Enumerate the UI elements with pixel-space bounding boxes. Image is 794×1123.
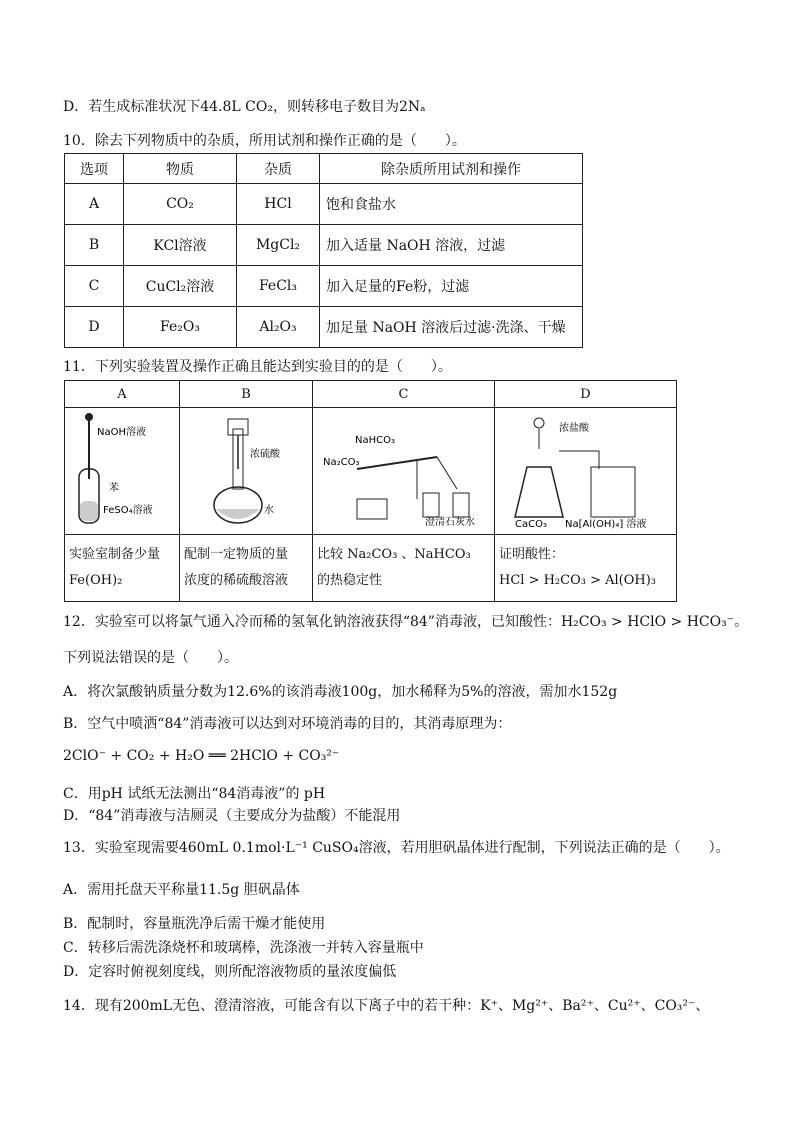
desc-b-line2: 浓度的稀硫酸溶液 [184,573,289,588]
apparatus-c [313,408,495,535]
q10-table [64,153,583,348]
desc-b-line1: 配制一定物质的量 [184,547,289,562]
table-cell: KCl溶液 [124,225,237,266]
label-naaloh4: Na[Al(OH)₄] 溶液 [565,519,647,529]
table-cell: Al₂O₃ [237,307,320,348]
table-cell: CuCl₂溶液 [124,266,237,307]
q12-stem-2: 下列说法错误的是（ ）。 [63,650,238,666]
desc-a-line1: 实验室制备少量 [69,547,161,562]
table-cell: C [65,266,124,307]
table-header-row [65,154,583,184]
label-feso4: FeSO₄溶液 [103,505,153,516]
desc-c-line1: 比较 Na₂CO₃ 、NaHCO₃ [317,547,471,562]
desc-d [495,535,677,602]
table-cell: B [65,225,124,266]
header-cell: 杂质 [237,154,320,184]
heating-tube-diagram [317,409,490,529]
desc-a-line2: Fe(OH)₂ [69,573,123,588]
q12-option-d: D．“84”消毒液与洁厕灵（主要成分为盐酸）不能混用 [63,808,401,824]
table-cell: FeCl₃ [237,266,320,307]
q10-stem: 10．除去下列物质中的杂质，所用试剂和操作正确的是（ ）。 [63,133,466,149]
table-row [65,184,583,225]
q13-option-b: B．配制时，容量瓶洗净后需干燥才能使用 [63,916,326,932]
header-cell: D [495,381,677,408]
table-cell: CO₂ [124,184,237,225]
label-naoh: NaOH溶液 [97,427,146,438]
q9-option-d: D．若生成标准状况下44.8L CO₂，则转移电子数目为2Nₐ [63,99,426,115]
desc-c-line2: 的热稳定性 [317,573,383,588]
q11-table [64,380,677,602]
desc-c [313,535,495,602]
header-cell: 物质 [124,154,237,184]
label-benzene: 苯 [109,483,119,494]
table-cell: HCl [237,184,320,225]
label-na2co3: Na₂CO₃ [323,457,360,468]
description-row [65,535,677,602]
q12-equation: 2ClO⁻ + CO₂ + H₂O ══ 2HClO + CO₃²⁻ [63,748,340,764]
label-water: 水 [264,505,274,516]
label-caco3: CaCO₃ [515,519,547,529]
q13-option-d: D．定容时俯视刻度线，则所配溶液物质的量浓度偏低 [63,964,397,980]
table-cell: MgCl₂ [237,225,320,266]
table-cell: 加足量 NaOH 溶液后过滤·洗涤、干燥 [320,307,583,348]
apparatus-b [180,408,313,535]
q12-stem-1: 12．实验室可以将氯气通入冷而稀的氢氧化钠溶液获得“84”消毒液，已知酸性：H₂CO₃ > HClO > HCO₃⁻。 [63,614,749,630]
q12-option-b: B．空气中喷洒“84”消毒液可以达到对环境消毒的目的，其消毒原理为： [63,716,512,732]
volumetric-flask-diagram [184,409,308,529]
q11-stem: 11．下列实验装置及操作正确且能达到实验目的的是（ ）。 [63,359,452,375]
q12-option-c: C．用pH 试纸无法测出“84消毒液”的 pH [63,786,326,802]
header-cell: 除杂质所用试剂和操作 [320,154,583,184]
table-header-row [65,381,677,408]
q13-stem: 13．实验室现需要460mL 0.1mol·L⁻¹ CuSO₄溶液，若用胆矾晶体进行配制，下列说法正确的是（ ）。 [63,840,730,856]
table-cell: D [65,307,124,348]
header-cell: B [180,381,313,408]
apparatus-row [65,408,677,535]
desc-d-line1: 证明酸性： [499,547,565,562]
desc-b [180,535,313,602]
q13-option-c: C．转移后需洗涤烧杯和玻璃棒，洗涤液一并转入容量瓶中 [63,940,424,956]
label-conc-hcl: 浓盐酸 [559,423,589,434]
table-cell: 加入足量的Fe粉，过滤 [320,266,583,307]
table-cell: Fe₂O₃ [124,307,237,348]
label-limewater: 澄清石灰水 [425,517,475,528]
header-cell: C [313,381,495,408]
header-cell: A [65,381,180,408]
table-cell: 饱和食盐水 [320,184,583,225]
dropper-testtube-diagram [69,409,175,529]
q14-stem: 14．现有200mL无色、澄清溶液，可能含有以下离子中的若干种：K⁺、Mg²⁺、Ba²⁺、Cu²⁺、CO₃²⁻、 [63,998,710,1014]
table-row [65,225,583,266]
label-nahco3: NaHCO₃ [355,435,395,446]
header-cell: 选项 [65,154,124,184]
q12-option-a: A．将次氯酸钠质量分数为12.6%的该消毒液100g，加水稀释为5%的溶液，需加水152g [63,684,618,700]
gas-generation-diagram [499,409,672,529]
desc-a [65,535,180,602]
table-cell: 加入适量 NaOH 溶液，过滤 [320,225,583,266]
apparatus-d [495,408,677,535]
desc-d-line2: HCl > H₂CO₃ > Al(OH)₃ [499,573,657,588]
table-cell: A [65,184,124,225]
table-row [65,266,583,307]
apparatus-a [65,408,180,535]
label-conc-h2so4: 浓硫酸 [250,449,280,460]
table-row [65,307,583,348]
q13-option-a: A．需用托盘天平称量11.5g 胆矾晶体 [63,882,300,898]
